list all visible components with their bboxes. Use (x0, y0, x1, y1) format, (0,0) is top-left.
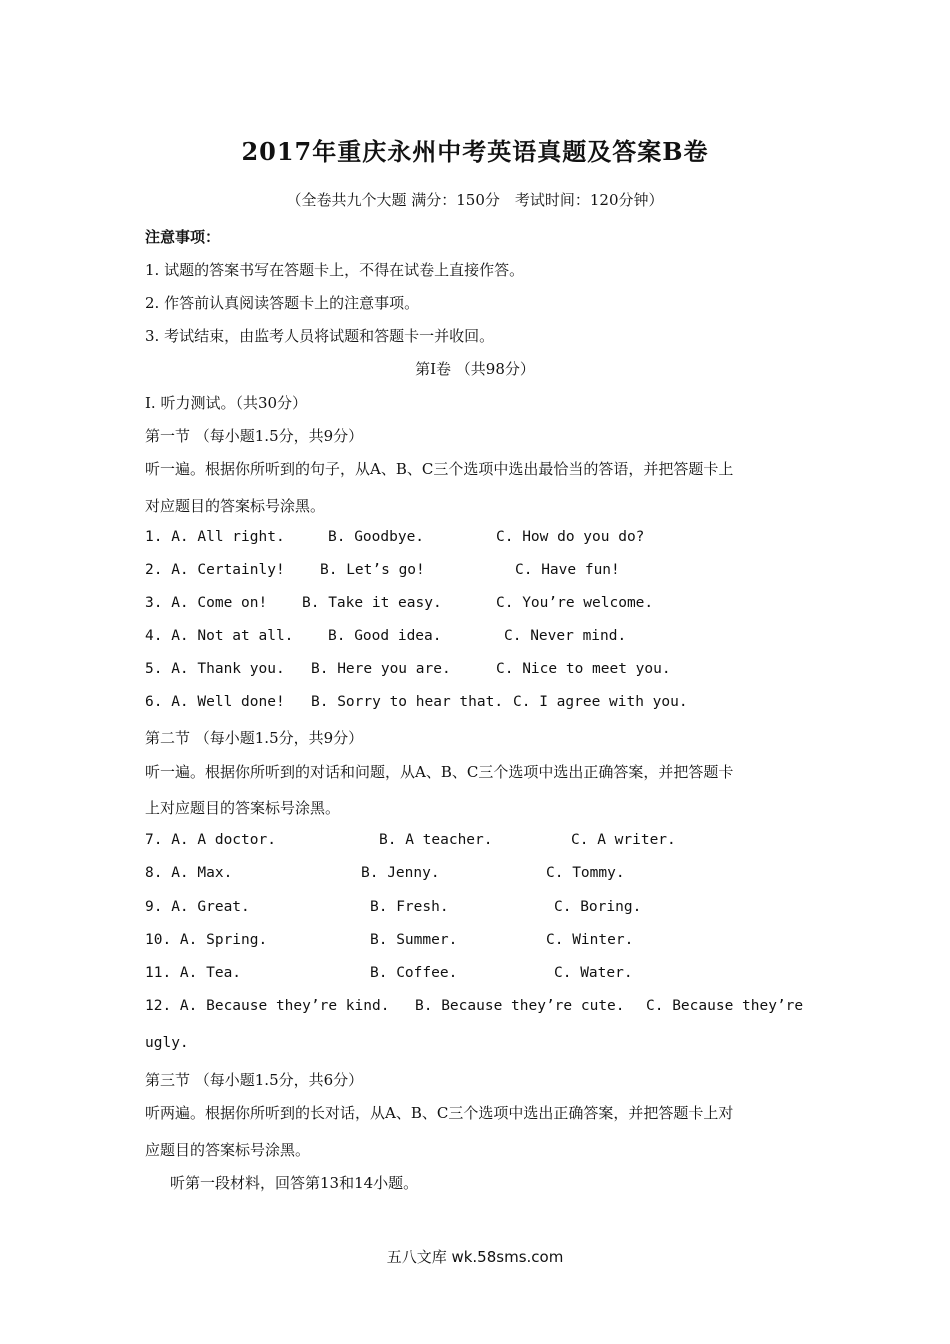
option-a: 8. A. Max. (145, 865, 233, 881)
instruction-text: 听一遍。根据你所听到的句子，从A、B、C三个选项中选出最恰当的答语，并把答题卡上 (145, 460, 734, 478)
option-c: C. You’re welcome. (496, 595, 654, 611)
option-a: 9. A. Great. (145, 899, 250, 915)
option-b: B. A teacher. (379, 832, 493, 848)
instruction-text: 听两遍。根据你所听到的长对话，从A、B、C三个选项中选出正确答案，并把答题卡上对 (145, 1104, 734, 1122)
part-heading: 第I卷 （共98分） (415, 360, 535, 378)
option-a: 12. A. Because they’re kind. (145, 998, 390, 1014)
option-a: 6. A. Well done! (145, 694, 285, 710)
option-c-continuation: ugly. (145, 1035, 189, 1051)
option-c: C. Never mind. (504, 628, 627, 644)
option-b: B. Good idea. (328, 628, 442, 644)
instruction-text: 上对应题目的答案标号涂黑。 (145, 799, 341, 817)
option-b: B. Jenny. (361, 865, 440, 881)
option-c: C. Winter. (546, 932, 634, 948)
option-c: C. Tommy. (546, 865, 625, 881)
notice-heading: 注意事项： (145, 228, 221, 246)
option-c: C. Because they’re (646, 998, 804, 1014)
instruction-text: 听一遍。根据你所听到的对话和问题，从A、B、C三个选项中选出正确答案，并把答题卡 (145, 763, 734, 781)
subsection-heading: 第三节 （每小题1.5分，共6分） (145, 1071, 364, 1089)
notice-item: 3. 考试结束，由监考人员将试题和答题卡一并收回。 (145, 327, 495, 345)
instruction-text: 应题目的答案标号涂黑。 (145, 1141, 311, 1159)
option-c: C. Water. (554, 965, 633, 981)
footer-watermark: 五八文库 wk.58sms.com (386, 1248, 564, 1266)
option-a: 1. A. All right. (145, 529, 285, 545)
option-b: B. Here you are. (311, 661, 451, 677)
exam-info: （全卷共九个大题 满分：150分 考试时间：120分钟） (286, 191, 664, 209)
option-c: C. Nice to meet you. (496, 661, 671, 677)
option-b: B. Summer. (370, 932, 458, 948)
option-c: C. Have fun! (515, 562, 620, 578)
subsection-heading: 第二节 （每小题1.5分，共9分） (145, 729, 364, 747)
instruction-text: 对应题目的答案标号涂黑。 (145, 497, 326, 515)
option-b: B. Take it easy. (302, 595, 442, 611)
section-heading: I. 听力测试。（共30分） (145, 394, 308, 412)
option-b: B. Coffee. (370, 965, 458, 981)
notice-item: 2. 作答前认真阅读答题卡上的注意事项。 (145, 294, 420, 312)
notice-item: 1. 试题的答案书写在答题卡上，不得在试卷上直接作答。 (145, 261, 525, 279)
option-a: 7. A. A doctor. (145, 832, 276, 848)
option-b: B. Let’s go! (320, 562, 425, 578)
option-a: 3. A. Come on! (145, 595, 268, 611)
option-a: 2. A. Certainly! (145, 562, 285, 578)
option-b: B. Because they’re cute. (415, 998, 625, 1014)
option-b: B. Sorry to hear that. (311, 694, 504, 710)
option-a: 11. A. Tea. (145, 965, 242, 981)
option-c: C. How do you do? (496, 529, 645, 545)
option-c: C. I agree with you. (513, 694, 688, 710)
option-b: B. Fresh. (370, 899, 449, 915)
option-b: B. Goodbye. (328, 529, 425, 545)
page-title: 2017年重庆永州中考英语真题及答案B卷 (241, 137, 709, 166)
option-a: 4. A. Not at all. (145, 628, 294, 644)
option-a: 10. A. Spring. (145, 932, 268, 948)
instruction-text: 听第一段材料，回答第13和14小题。 (170, 1174, 419, 1192)
subsection-heading: 第一节 （每小题1.5分，共9分） (145, 427, 364, 445)
option-a: 5. A. Thank you. (145, 661, 285, 677)
option-c: C. A writer. (571, 832, 676, 848)
option-c: C. Boring. (554, 899, 642, 915)
